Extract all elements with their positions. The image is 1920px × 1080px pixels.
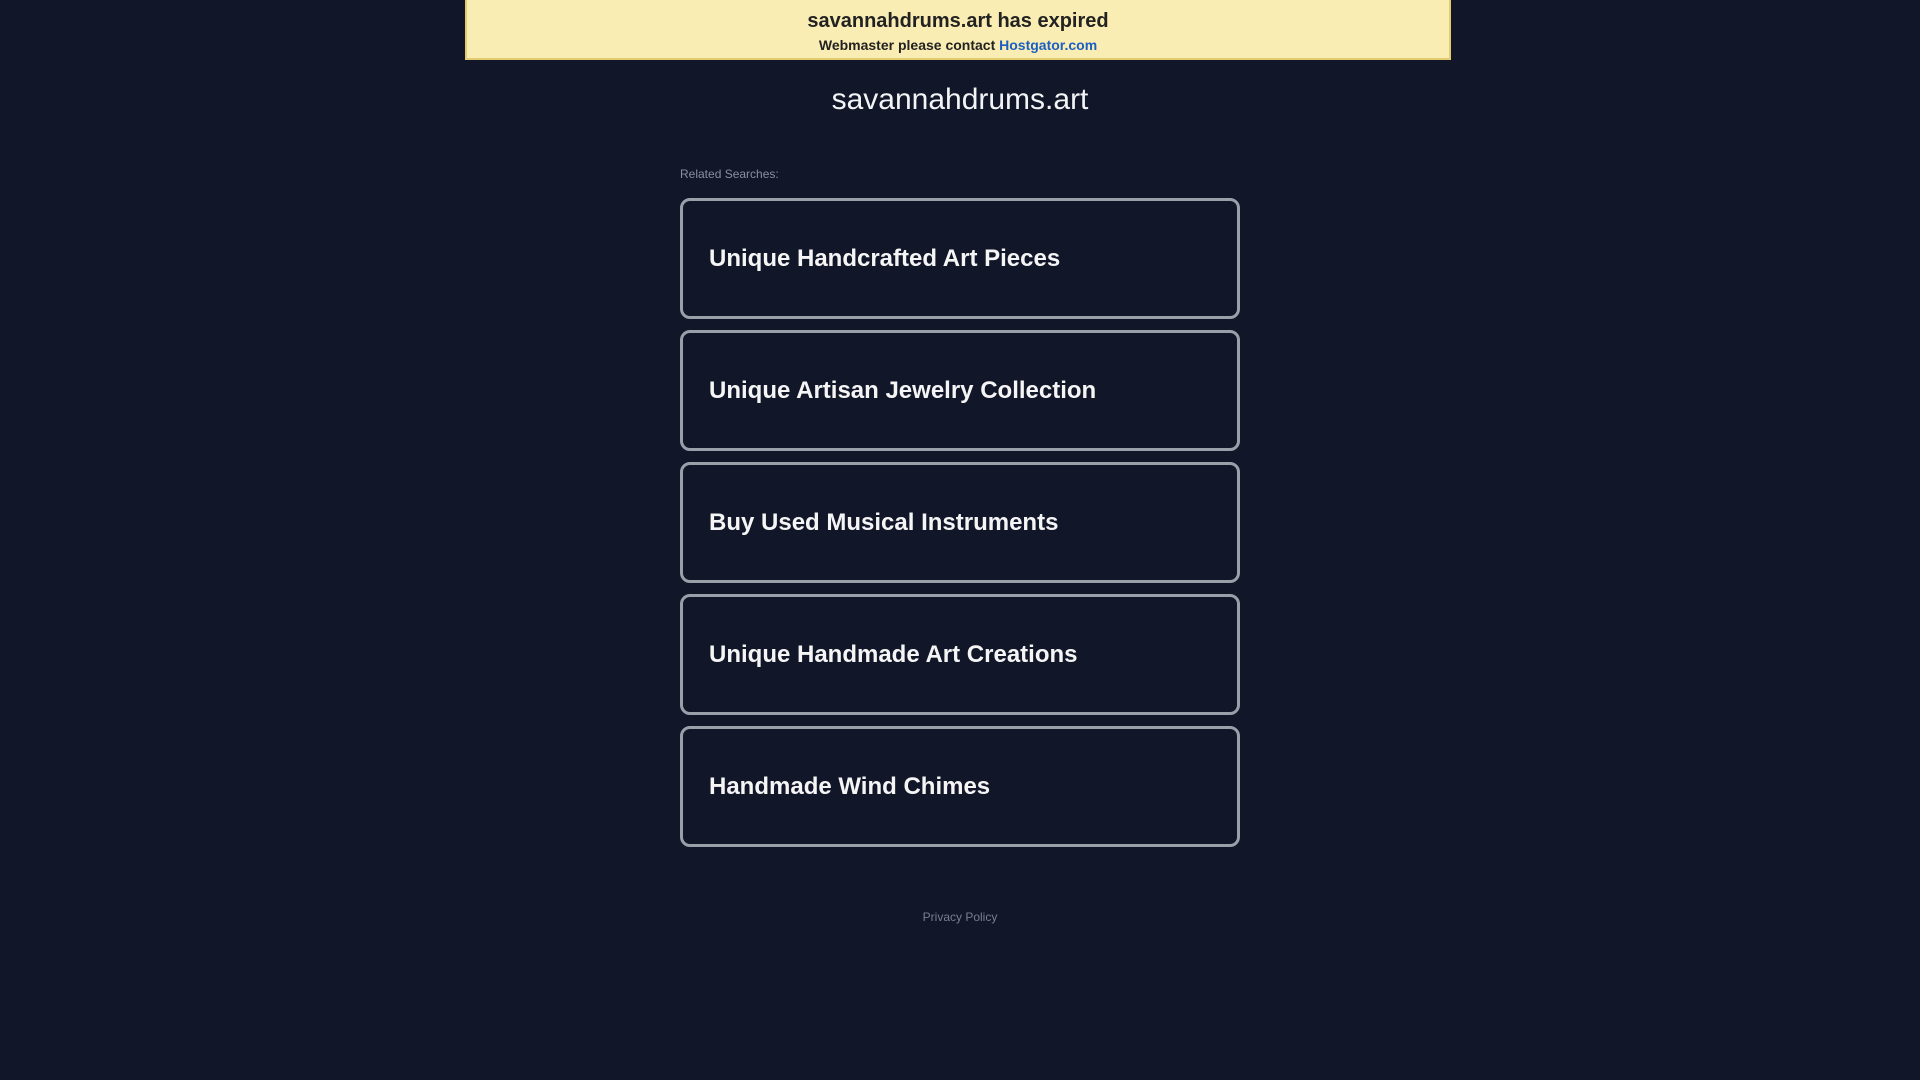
related-search-label: Unique Handmade Art Creations <box>709 640 1078 668</box>
expired-notice-subtitle <box>467 36 1449 54</box>
related-search-link[interactable] <box>680 594 1240 715</box>
related-search-label: Buy Used Musical Instruments <box>709 508 1059 536</box>
hostgator-link[interactable]: Hostgator.com <box>999 37 1098 53</box>
related-search-label: Handmade Wind Chimes <box>709 772 991 800</box>
related-search-label: Unique Handcrafted Art Pieces <box>709 244 1061 272</box>
related-search-label: Unique Artisan Jewelry Collection <box>709 376 1097 404</box>
related-searches-label: Related Searches: <box>680 167 779 181</box>
privacy-policy-link[interactable]: Privacy Policy <box>922 910 998 924</box>
related-search-link[interactable] <box>680 726 1240 847</box>
related-search-link[interactable] <box>680 198 1240 319</box>
related-search-link[interactable] <box>680 462 1240 583</box>
expired-notice-title: savannahdrums.art has expired <box>807 10 1109 32</box>
footer <box>0 910 1920 924</box>
related-searches-list <box>680 198 1240 858</box>
related-search-link[interactable] <box>680 330 1240 451</box>
expired-notice-banner <box>465 0 1451 60</box>
notice-contact-text: Webmaster please contact <box>818 37 996 53</box>
page-title: savannahdrums.art <box>831 83 1089 116</box>
